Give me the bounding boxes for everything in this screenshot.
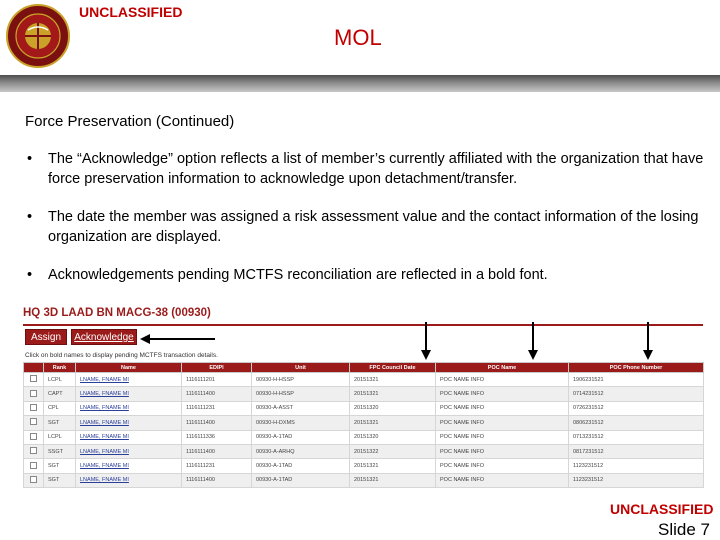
fpc-date-cell: 20151320 — [350, 430, 436, 444]
fpc-date-cell: 20151322 — [350, 444, 436, 458]
unit-cell: 00930-A-1TAD — [252, 430, 350, 444]
rank-cell: CAPT — [44, 387, 76, 401]
fpc-date-cell: 20151321 — [350, 416, 436, 430]
fpc-date-cell: 20151321 — [350, 473, 436, 487]
assign-button[interactable]: Assign — [25, 329, 67, 345]
edipi-cell: 1116111231 — [182, 401, 252, 415]
slide-number: Slide 7 — [658, 520, 710, 539]
row-checkbox[interactable] — [30, 375, 37, 382]
bullet-item — [25, 208, 705, 247]
bullet-icon: • — [27, 209, 33, 225]
name-link[interactable]: LNAME, FNAME MI — [76, 416, 182, 430]
table-row — [24, 430, 704, 444]
classification-banner-bottom: UNCLASSIFIED — [610, 501, 714, 517]
row-checkbox[interactable] — [30, 462, 37, 469]
poc-phone-cell: 0806231512 — [569, 416, 704, 430]
table-row — [24, 373, 704, 387]
row-checkbox-cell — [24, 373, 44, 387]
unit-cell: 00930-A-1TAD — [252, 473, 350, 487]
poc-name-cell: POC NAME INFO — [436, 459, 569, 473]
rank-cell: SGT — [44, 459, 76, 473]
unit-cell: 00930-H-DXMS — [252, 416, 350, 430]
unit-cell: 00930-A-1TAD — [252, 459, 350, 473]
poc-phone-cell: 1123231512 — [569, 473, 704, 487]
poc-name-cell: POC NAME INFO — [436, 401, 569, 415]
usmc-seal-logo — [6, 4, 70, 68]
row-checkbox-cell — [24, 444, 44, 458]
edipi-cell: 1116111231 — [182, 459, 252, 473]
instruction-text: Click on bold names to display pending MCTFS transaction details. — [25, 352, 218, 359]
poc-phone-cell: 0713231512 — [569, 430, 704, 444]
unit-header-divider — [23, 324, 703, 326]
poc-name-cell: POC NAME INFO — [436, 387, 569, 401]
name-link[interactable]: LNAME, FNAME MI — [76, 430, 182, 444]
column-header-poc-name[interactable]: POC Name — [436, 363, 569, 373]
table-header-row — [24, 363, 704, 373]
fpc-date-cell: 20151321 — [350, 459, 436, 473]
edipi-cell: 1116111400 — [182, 416, 252, 430]
row-checkbox[interactable] — [30, 390, 37, 397]
acknowledgement-table — [23, 362, 704, 488]
poc-phone-cell: 1123231512 — [569, 459, 704, 473]
rank-cell: SGT — [44, 473, 76, 487]
table-row — [24, 416, 704, 430]
bullet-text: The “Acknowledge” option reflects a list of member’s currently affiliated with the organization that have force preservation information to acknowledge upon detachment/transfer. — [48, 151, 704, 187]
column-header — [24, 363, 44, 373]
bullet-icon: • — [27, 267, 33, 283]
table-row — [24, 387, 704, 401]
name-link[interactable]: LNAME, FNAME MI — [76, 473, 182, 487]
rank-cell: CPL — [44, 401, 76, 415]
table-row — [24, 401, 704, 415]
table-row — [24, 459, 704, 473]
poc-phone-cell: 0714231512 — [569, 387, 704, 401]
edipi-cell: 1116111336 — [182, 430, 252, 444]
unit-cell: 00930-A-ARHQ — [252, 444, 350, 458]
acknowledge-button[interactable]: Acknowledge — [71, 329, 137, 345]
column-header-poc-phone[interactable]: POC Phone Number — [569, 363, 704, 373]
poc-name-cell: POC NAME INFO — [436, 416, 569, 430]
edipi-cell: 1116111400 — [182, 444, 252, 458]
poc-phone-cell: 0726231512 — [569, 401, 704, 415]
row-checkbox[interactable] — [30, 433, 37, 440]
table-row — [24, 444, 704, 458]
header-divider — [0, 75, 720, 92]
name-link[interactable]: LNAME, FNAME MI — [76, 444, 182, 458]
bullet-item — [25, 150, 705, 189]
bullet-list — [25, 150, 705, 305]
row-checkbox[interactable] — [30, 404, 37, 411]
classification-banner-top: UNCLASSIFIED — [79, 4, 183, 20]
poc-name-cell: POC NAME INFO — [436, 473, 569, 487]
unit-cell: 00930-A-ASST — [252, 401, 350, 415]
table-row — [24, 473, 704, 487]
rank-cell: LCPL — [44, 430, 76, 444]
row-checkbox-cell — [24, 387, 44, 401]
rank-cell: SSGT — [44, 444, 76, 458]
column-header-name[interactable]: Name — [76, 363, 182, 373]
page-title: MOL — [334, 25, 382, 50]
table-body — [24, 373, 704, 488]
edipi-cell: 1116111201 — [182, 373, 252, 387]
bullet-icon: • — [27, 151, 33, 167]
bullet-item — [25, 266, 705, 286]
name-link[interactable]: LNAME, FNAME MI — [76, 459, 182, 473]
edipi-cell: 1116111400 — [182, 387, 252, 401]
row-checkbox[interactable] — [30, 447, 37, 454]
fpc-date-cell: 20151321 — [350, 387, 436, 401]
bullet-text: The date the member was assigned a risk assessment value and the contact information of the losing organization are displayed. — [48, 209, 699, 245]
row-checkbox[interactable] — [30, 418, 37, 425]
unit-cell: 00930-H-HSSP — [252, 387, 350, 401]
poc-name-cell: POC NAME INFO — [436, 430, 569, 444]
column-header-fpc-date[interactable]: FPC Council Date — [350, 363, 436, 373]
column-header-rank[interactable]: Rank — [44, 363, 76, 373]
edipi-cell: 1116111400 — [182, 473, 252, 487]
unit-cell: 00930-H-HSSP — [252, 373, 350, 387]
name-link[interactable]: LNAME, FNAME MI — [76, 401, 182, 415]
unit-header: HQ 3D LAAD BN MACG-38 (00930) — [23, 307, 211, 319]
rank-cell: LCPL — [44, 373, 76, 387]
name-link[interactable]: LNAME, FNAME MI — [76, 373, 182, 387]
embedded-app-screenshot — [23, 307, 703, 493]
row-checkbox-cell — [24, 459, 44, 473]
bullet-text: Acknowledgements pending MCTFS reconciliation are reflected in a bold font. — [48, 267, 548, 283]
section-subtitle: Force Preservation (Continued) — [25, 113, 235, 130]
poc-name-cell: POC NAME INFO — [436, 373, 569, 387]
row-checkbox[interactable] — [30, 476, 37, 483]
poc-phone-cell: 0817231512 — [569, 444, 704, 458]
fpc-date-cell: 20151320 — [350, 401, 436, 415]
poc-name-cell: POC NAME INFO — [436, 444, 569, 458]
column-header-unit[interactable]: Unit — [252, 363, 350, 373]
poc-phone-cell: 1906231521 — [569, 373, 704, 387]
column-header-edipi[interactable]: EDIPI — [182, 363, 252, 373]
row-checkbox-cell — [24, 430, 44, 444]
fpc-date-cell: 20151321 — [350, 373, 436, 387]
name-link[interactable]: LNAME, FNAME MI — [76, 387, 182, 401]
row-checkbox-cell — [24, 416, 44, 430]
rank-cell: SGT — [44, 416, 76, 430]
row-checkbox-cell — [24, 401, 44, 415]
row-checkbox-cell — [24, 473, 44, 487]
